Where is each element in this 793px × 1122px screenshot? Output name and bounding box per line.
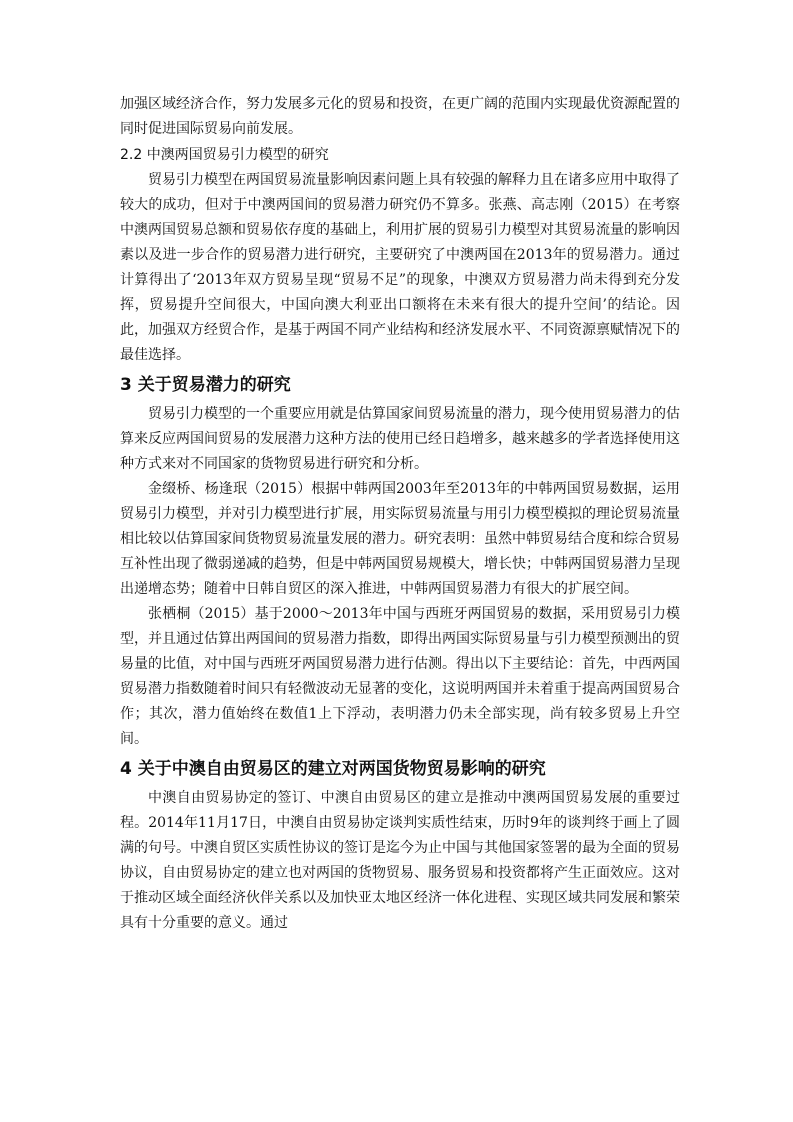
paragraph: 贸易引力模型的一个重要应用就是估算国家间贸易流量的潜力，现今使用贸易潜力的估算来反应两国间贸易的发展潜力这种方法的使用已经日趋增多，越来越多的学者选择使用这种方式来对不同国家的货物贸易进行研究和分析。 <box>120 406 680 472</box>
paragraph: 张栖桐（2015）基于2000～2013年中国与西班牙两国贸易的数据，采用贸易引力模型，并且通过估算出两国间的贸易潜力指数，即得出两国实际贸易量与引力模型预测出的贸易量的比值，对中国与西班牙两国贸易潜力进行估测。得出以下主要结论：首先，中西两国贸易潜力指数随着时间只有轻微波动无显著的变化，这说明两国并未着重于提高两国贸易合作；其次，潜力值始终在数值1上下浮动，表明潜力仍未全部实现，尚有较多贸易上升空间。 <box>120 606 680 747</box>
paragraph: 金缀桥、杨逢珉（2015）根据中韩两国2003年至2013年的中韩两国贸易数据，运用贸易引力模型，并对引力模型进行扩展，用实际贸易流量与用引力模型模拟的理论贸易流量相比较以估算国家间货物贸易流量发展的潜力。研究表明：虽然中韩贸易结合度和综合贸易互补性出现了微弱递减的趋势，但是中韩两国贸易规模大，增长快；中韩两国贸易潜力呈现出递增态势；随着中日韩自贸区的深入推进，中韩两国贸易潜力有很大的扩展空间。 <box>120 481 680 597</box>
section-heading-3: 3 关于贸易潜力的研究 <box>120 375 291 395</box>
paragraph: 加强区域经济合作，努力发展多元化的贸易和投资，在更广阔的范围内实现最优资源配置的同时促进国际贸易向前发展。 <box>120 96 680 137</box>
document-body <box>120 92 680 936</box>
paragraph: 贸易引力模型在两国贸易流量影响因素问题上具有较强的解释力且在诸多应用中取得了较大的成功，但对于中澳两国间的贸易潜力研究仍不算多。张燕、高志刚（2015）在考察中澳两国贸易总额和贸易依存度的基础上，利用扩展的贸易引力模型对其贸易流量的影响因素以及进一步合作的贸易潜力进行研究，主要研究了中澳两国在2013年的贸易潜力。通过计算得出了‘2013年双方贸易呈现“贸易不足”的现象，中澳双方贸易潜力尚未得到充分发挥，贸易提升空间很大，中国向澳大利亚出口额将在未来有很大的提升空间’的结论。因此，加强双方经贸合作，是基于两国不同产业结构和经济发展水平、不同资源禀赋情况下的最佳选择。 <box>120 172 680 363</box>
paragraph: 中澳自由贸易协定的签订、中澳自由贸易区的建立是推动中澳两国贸易发展的重要过程。2014年11月17日，中澳自由贸易协定谈判实质性结束，历时9年的谈判终于画上了圆满的句号。中澳自贸区实质性协议的签订是迄今为止中国与其他国家签署的最为全面的贸易协议，自由贸易协定的建立也对两国的货物贸易、服务贸易和投资都将产生正面效应。这对于推动区域全面经济伙伴关系以及加快亚太地区经济一体化进程、实现区域共同发展和繁荣具有十分重要的意义。通过 <box>120 790 680 931</box>
section-heading-2-2: 2.2 中澳两国贸易引力模型的研究 <box>120 147 329 163</box>
section-heading-4: 4 关于中澳自由贸易区的建立对两国货物贸易影响的研究 <box>120 759 546 779</box>
